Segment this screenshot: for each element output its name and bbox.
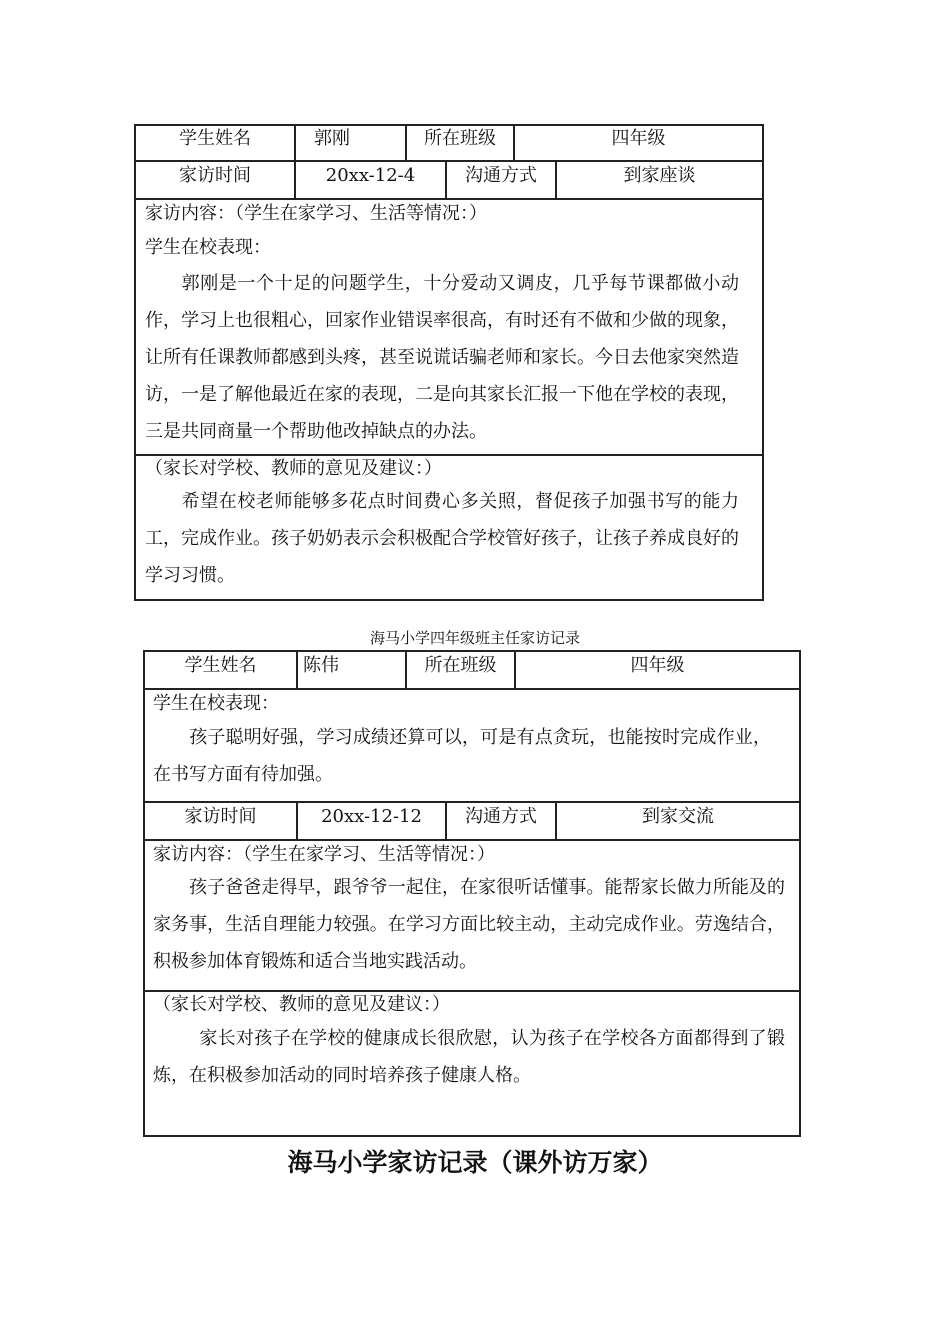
parent-opinion-text: 希望在校老师能够多花点时间费心多关照，督促孩子加强书写的能力工，完成作业。孩子奶奶表示会积极配合学校管好孩子，让孩子养成良好的学习习惯。 (145, 491, 739, 586)
record-2-caption: 海马小学四年级班主任家访记录 (369, 629, 580, 647)
row-divider (134, 454, 764, 456)
class-label: 所在班级 (424, 655, 497, 676)
method-value: 到家座谈 (623, 165, 696, 186)
row-divider (134, 160, 764, 162)
student-name-value: 郭刚 (314, 128, 350, 149)
visit-time-label: 家访时间 (179, 165, 251, 186)
visit-content-text: 孩子爸爸走得早，跟爷爷一起住，在家很听话懂事。能帮家长做力所能及的家务事，生活自理能力较强。在学习方面比较主动，主动完成作业。劳逸结合，积极参加体育锻炼和适合当地实践活动。 (153, 877, 785, 972)
row-divider (134, 198, 764, 200)
parent-opinion-label: （家长对学校、教师的意见及建议：） (153, 994, 450, 1015)
col-divider (296, 650, 298, 688)
row-divider (143, 801, 801, 803)
class-value: 四年级 (630, 655, 685, 676)
row-divider (143, 688, 801, 690)
row-divider (143, 990, 801, 992)
method-label: 沟通方式 (465, 806, 537, 827)
class-value: 四年级 (611, 128, 666, 149)
parent-opinion-label: （家长对学校、教师的意见及建议：） (145, 458, 442, 479)
visit-content-label: 家访内容：（学生在家学习、生活等情况：） (145, 203, 487, 224)
school-performance-label: 学生在校表现： (153, 693, 279, 714)
visit-time-value: 20xx-12-12 (321, 806, 422, 827)
parent-opinion-text: 家长对孩子在学校的健康成长很欣慰，认为孩子在学校各方面都得到了锻炼，在积极参加活动的同时培养孩子健康人格。 (153, 1028, 785, 1086)
method-label: 沟通方式 (465, 165, 537, 186)
visit-time-label: 家访时间 (184, 806, 257, 827)
student-name-label: 学生姓名 (184, 655, 257, 676)
page-title: 海马小学家访记录（课外访万家） (287, 1148, 663, 1177)
school-performance-label: 学生在校表现： (145, 237, 271, 258)
school-performance-text: 孩子聪明好强，学习成绩还算可以，可是有点贪玩，也能按时完成作业，在书写方面有待加强。 (153, 727, 771, 785)
student-name-label: 学生姓名 (179, 128, 251, 149)
col-divider (294, 124, 296, 160)
row-divider (143, 839, 801, 841)
school-performance-text: 郭刚是一个十足的问题学生，十分爱动又调皮，几乎每节课都做小动作，学习上也很粗心，回家作业错误率很高，有时还有不做和少做的现象，让所有任课教师都感到头疼，甚至说谎话骗老师和家长。今日去他家突然造访，一是了解他最近在家的表现，二是向其家长汇报一下他在学校的表现，三是共同商量一个帮助他改掉缺点的办法。 (145, 273, 739, 442)
visit-content-label: 家访内容：（学生在家学习、生活等情况：） (153, 844, 495, 865)
visit-time-value: 20xx-12-4 (325, 165, 416, 186)
method-value: 到家交流 (642, 806, 714, 827)
student-name-value: 陈伟 (303, 655, 339, 676)
class-label: 所在班级 (424, 128, 496, 149)
